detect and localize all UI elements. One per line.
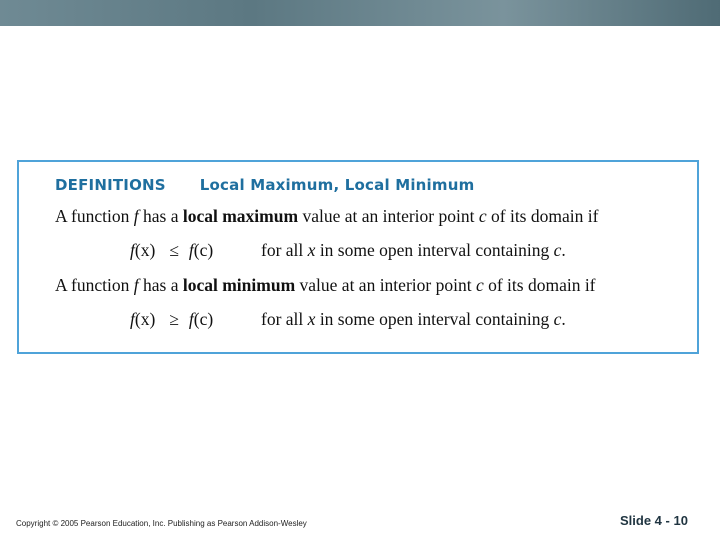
function-var: f bbox=[133, 206, 139, 226]
formula-args: (c) bbox=[193, 309, 214, 329]
local-minimum-condition bbox=[261, 309, 566, 330]
function-var: f bbox=[133, 275, 139, 295]
condition-period: . bbox=[561, 240, 566, 260]
condition-text: in some open interval containing bbox=[315, 309, 554, 329]
sentence-text: A function bbox=[55, 206, 134, 226]
local-maximum-condition bbox=[261, 240, 566, 261]
sentence-text: value at an interior point bbox=[295, 275, 476, 295]
condition-text: in some open interval containing bbox=[315, 240, 554, 260]
condition-period: . bbox=[561, 309, 566, 329]
formula-args: (c) bbox=[193, 240, 214, 260]
formula-f: f bbox=[188, 309, 194, 329]
local-minimum-sentence bbox=[55, 275, 596, 296]
greater-equal-symbol: ≥ bbox=[169, 309, 179, 329]
formula-args: (x) bbox=[134, 240, 156, 260]
definition-heading bbox=[55, 176, 474, 194]
local-maximum-term: local maximum bbox=[182, 206, 299, 226]
sentence-text: A function bbox=[55, 275, 134, 295]
definition-box bbox=[17, 160, 699, 354]
local-minimum-inequality bbox=[130, 309, 213, 330]
sentence-text: has a bbox=[138, 206, 183, 226]
formula-args: (x) bbox=[134, 309, 156, 329]
point-var: c bbox=[553, 240, 562, 260]
point-var: c bbox=[475, 275, 484, 295]
condition-text: for all bbox=[261, 240, 308, 260]
definition-title: Local Maximum, Local Minimum bbox=[199, 176, 475, 194]
local-maximum-sentence bbox=[55, 206, 598, 227]
sentence-text: of its domain if bbox=[483, 275, 596, 295]
formula-f: f bbox=[188, 240, 194, 260]
less-equal-symbol: ≤ bbox=[169, 240, 179, 260]
point-var: c bbox=[478, 206, 487, 226]
sentence-text: value at an interior point bbox=[298, 206, 479, 226]
formula-f: f bbox=[130, 309, 135, 329]
condition-text: for all bbox=[261, 309, 308, 329]
top-banner bbox=[0, 0, 720, 26]
local-maximum-inequality bbox=[130, 240, 213, 261]
formula-f: f bbox=[130, 240, 135, 260]
sentence-text: of its domain if bbox=[486, 206, 599, 226]
copyright-notice: Copyright © 2005 Pearson Education, Inc. Publishing as Pearson Addison-Wesley bbox=[16, 519, 307, 528]
x-var: x bbox=[307, 240, 316, 260]
definitions-label: DEFINITIONS bbox=[55, 176, 166, 194]
sentence-text: has a bbox=[138, 275, 183, 295]
slide-number: Slide 4 - 10 bbox=[620, 513, 688, 528]
local-minimum-term: local minimum bbox=[182, 275, 296, 295]
point-var: c bbox=[553, 309, 562, 329]
x-var: x bbox=[307, 309, 316, 329]
